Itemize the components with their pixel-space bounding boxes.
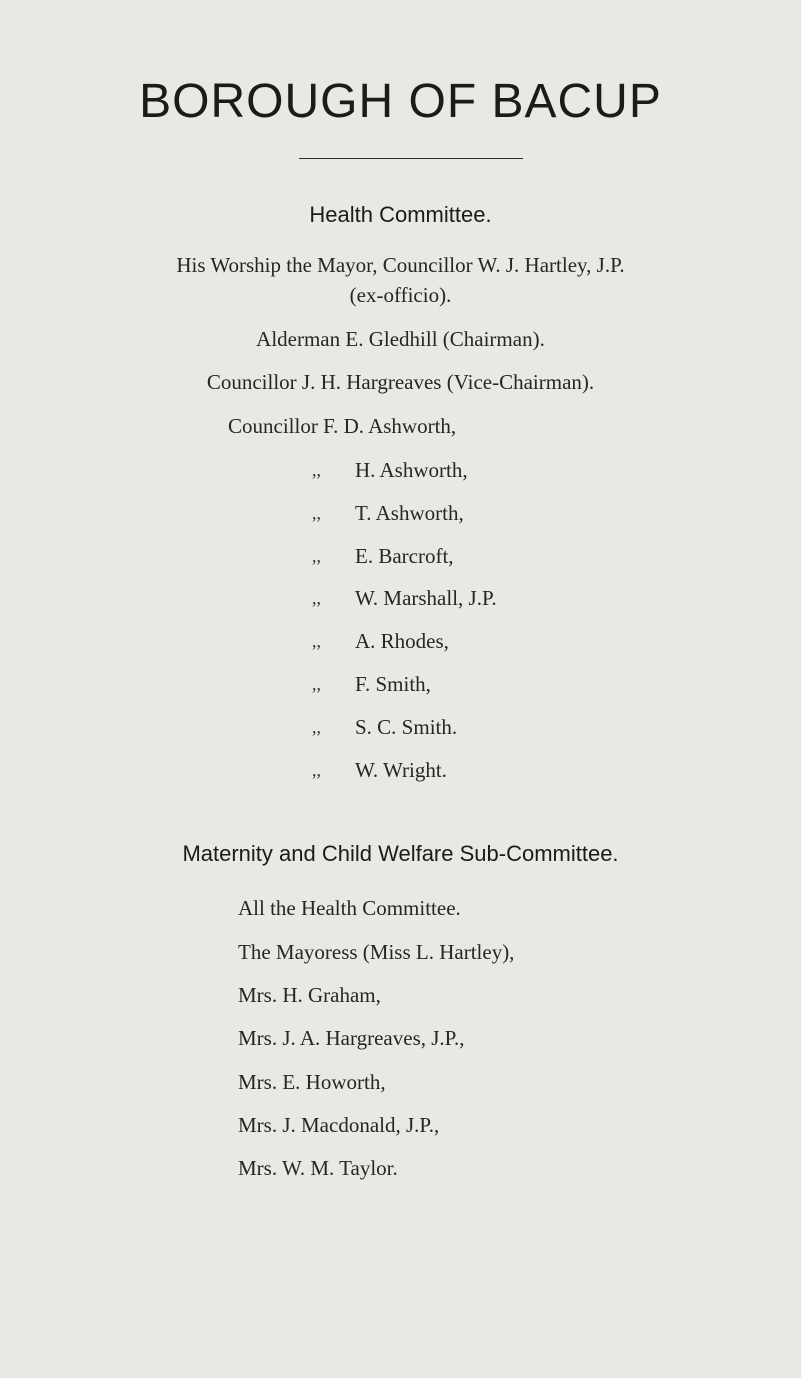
councillor-name: W. Marshall, J.P. (355, 586, 497, 610)
mayor-ex-officio-note: (ex-officio). (349, 283, 452, 307)
ditto-mark: ,, (312, 717, 321, 737)
alderman-chairman-line: Alderman E. Gledhill (Chairman). (256, 327, 545, 351)
councillor-name: F. Smith, (355, 672, 431, 696)
councillor-name: W. Wright. (355, 758, 447, 782)
ditto-mark: ,, (312, 631, 321, 651)
ditto-mark: ,, (312, 546, 321, 566)
list-item: Mrs. J. Macdonald, J.P., (238, 1113, 440, 1137)
health-committee-heading: Health Committee. (309, 202, 492, 227)
page-title: BOROUGH OF BACUP (139, 75, 662, 128)
ditto-mark: ,, (312, 674, 321, 694)
ditto-mark: ,, (312, 503, 321, 523)
mayor-line: His Worship the Mayor, Councillor W. J. Hartley, J.P. (176, 253, 625, 277)
ditto-mark: ,, (312, 588, 321, 608)
councillor-name: E. Barcroft, (355, 544, 454, 568)
all-health-committee-line: All the Health Committee. (238, 896, 461, 920)
list-item: Mrs. J. A. Hargreaves, J.P., (238, 1026, 465, 1050)
councillor-name: T. Ashworth, (355, 501, 464, 525)
list-item: Mrs. W. M. Taylor. (238, 1156, 398, 1180)
title-divider (299, 158, 523, 159)
ditto-mark: ,, (312, 760, 321, 780)
list-item: The Mayoress (Miss L. Hartley), (238, 940, 515, 964)
maternity-committee-heading: Maternity and Child Welfare Sub-Committee. (182, 841, 619, 866)
vice-chairman-line: Councillor J. H. Hargreaves (Vice-Chairman). (206, 370, 595, 394)
councillor-name: H. Ashworth, (355, 458, 468, 482)
list-item: Mrs. E. Howorth, (238, 1070, 386, 1094)
councillor-name: S. C. Smith. (355, 715, 458, 739)
councillor-name: A. Rhodes, (355, 629, 449, 653)
ditto-mark: ,, (312, 460, 321, 480)
list-item: Mrs. H. Graham, (238, 983, 381, 1007)
first-councillor-line: Councillor F. D. Ashworth, (228, 414, 457, 438)
